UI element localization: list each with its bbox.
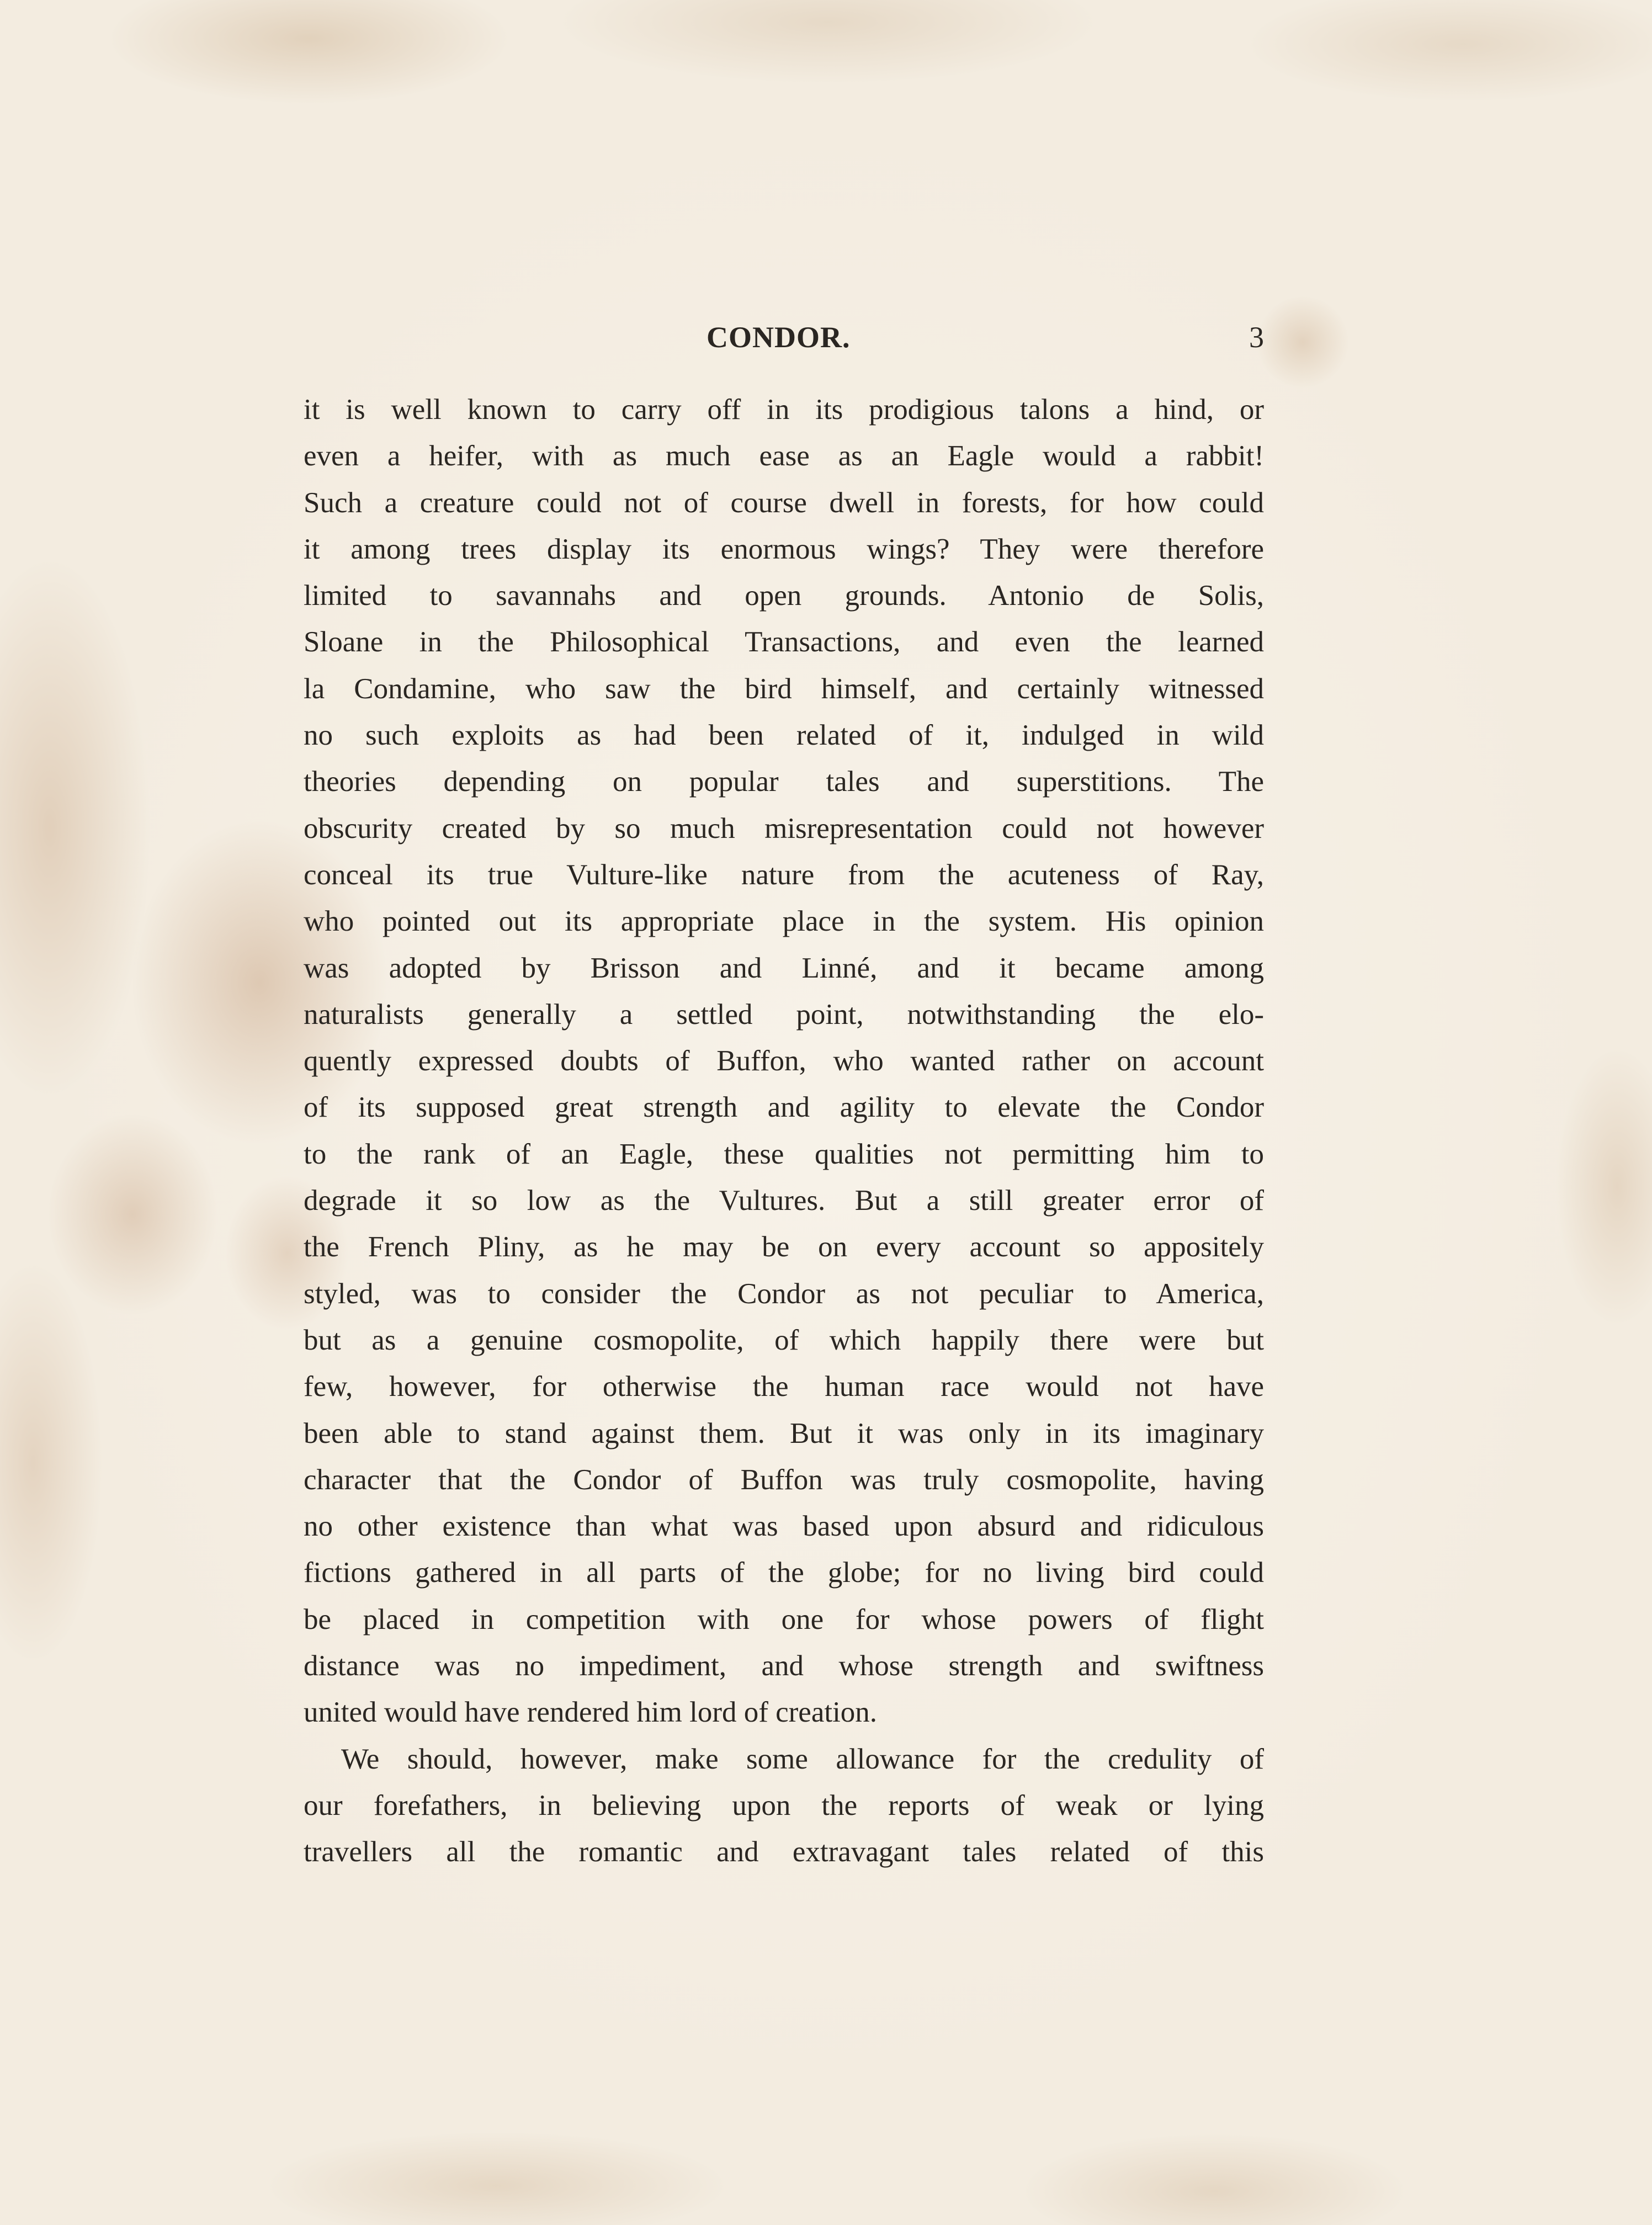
text-line: distance was no impediment, and whose strength and swiftness: [304, 1650, 1264, 1682]
text-line: obscurity created by so much misrepresentation could not however: [304, 812, 1264, 845]
text-line: Such a creature could not of course dwell in forests, for how could: [304, 486, 1264, 519]
text-line: styled, was to consider the Condor as not peculiar to America,: [304, 1277, 1264, 1310]
text-line: but as a genuine cosmopolite, of which happily there were but: [304, 1324, 1264, 1356]
text-line: it among trees display its enormous wings? They were therefore: [304, 533, 1264, 565]
page-number: 3: [1249, 321, 1264, 354]
text-line: few, however, for otherwise the human race would not have: [304, 1371, 1264, 1403]
text-line: theories depending on popular tales and superstitions. The: [304, 766, 1264, 798]
text-line: Sloane in the Philosophical Transactions, and even the learned: [304, 626, 1264, 659]
text-line: no other existence than what was based upon absurd and ridiculous: [304, 1510, 1264, 1543]
text-line: fictions gathered in all parts of the globe; for no living bird could: [304, 1557, 1264, 1589]
text-line: degrade it so low as the Vultures. But a still greater error of: [304, 1185, 1264, 1217]
text-line: be placed in competition with one for whose powers of flight: [304, 1603, 1264, 1635]
text-line: character that the Condor of Buffon was truly cosmopolite, having: [304, 1463, 1264, 1496]
text-line: travellers all the romantic and extravagant tales related of this: [304, 1836, 1264, 1868]
text-line: conceal its true Vulture-like nature from the acuteness of Ray,: [304, 858, 1264, 891]
text-line: been able to stand against them. But it was only in its imaginary: [304, 1417, 1264, 1449]
paragraph-start-line: We should, however, make some allowance for the credulity of: [341, 1743, 1264, 1775]
running-title: CONDOR.: [707, 321, 851, 354]
text-line: who pointed out its appropriate place in the system. His opinion: [304, 905, 1264, 938]
text-line: limited to savannahs and open grounds. Antonio de Solis,: [304, 580, 1264, 612]
paragraph-end-line: united would have rendered him lord of creation.: [304, 1696, 878, 1729]
text-line: to the rank of an Eagle, these qualities not permitting him to: [304, 1138, 1264, 1170]
text-line: no such exploits as had been related of it, indulged in wild: [304, 719, 1264, 752]
text-line: it is well known to carry off in its prodigious talons a hind, or: [304, 394, 1264, 426]
running-head: [304, 312, 1264, 362]
text-line: our forefathers, in believing upon the reports of weak or lying: [304, 1789, 1264, 1822]
text-line: quently expressed doubts of Buffon, who wanted rather on account: [304, 1045, 1264, 1077]
body-text: [304, 386, 1264, 1876]
text-line: the French Pliny, as he may be on every account so appositely: [304, 1231, 1264, 1263]
text-line: la Condamine, who saw the bird himself, and certainly witnessed: [304, 672, 1264, 705]
text-line: naturalists generally a settled point, notwithstanding the elo-: [304, 998, 1264, 1031]
text-line: was adopted by Brisson and Linné, and it became among: [304, 952, 1264, 984]
text-line: of its supposed great strength and agility to elevate the Condor: [304, 1091, 1264, 1124]
text-line: even a heifer, with as much ease as an Eagle would a rabbit!: [304, 440, 1264, 472]
